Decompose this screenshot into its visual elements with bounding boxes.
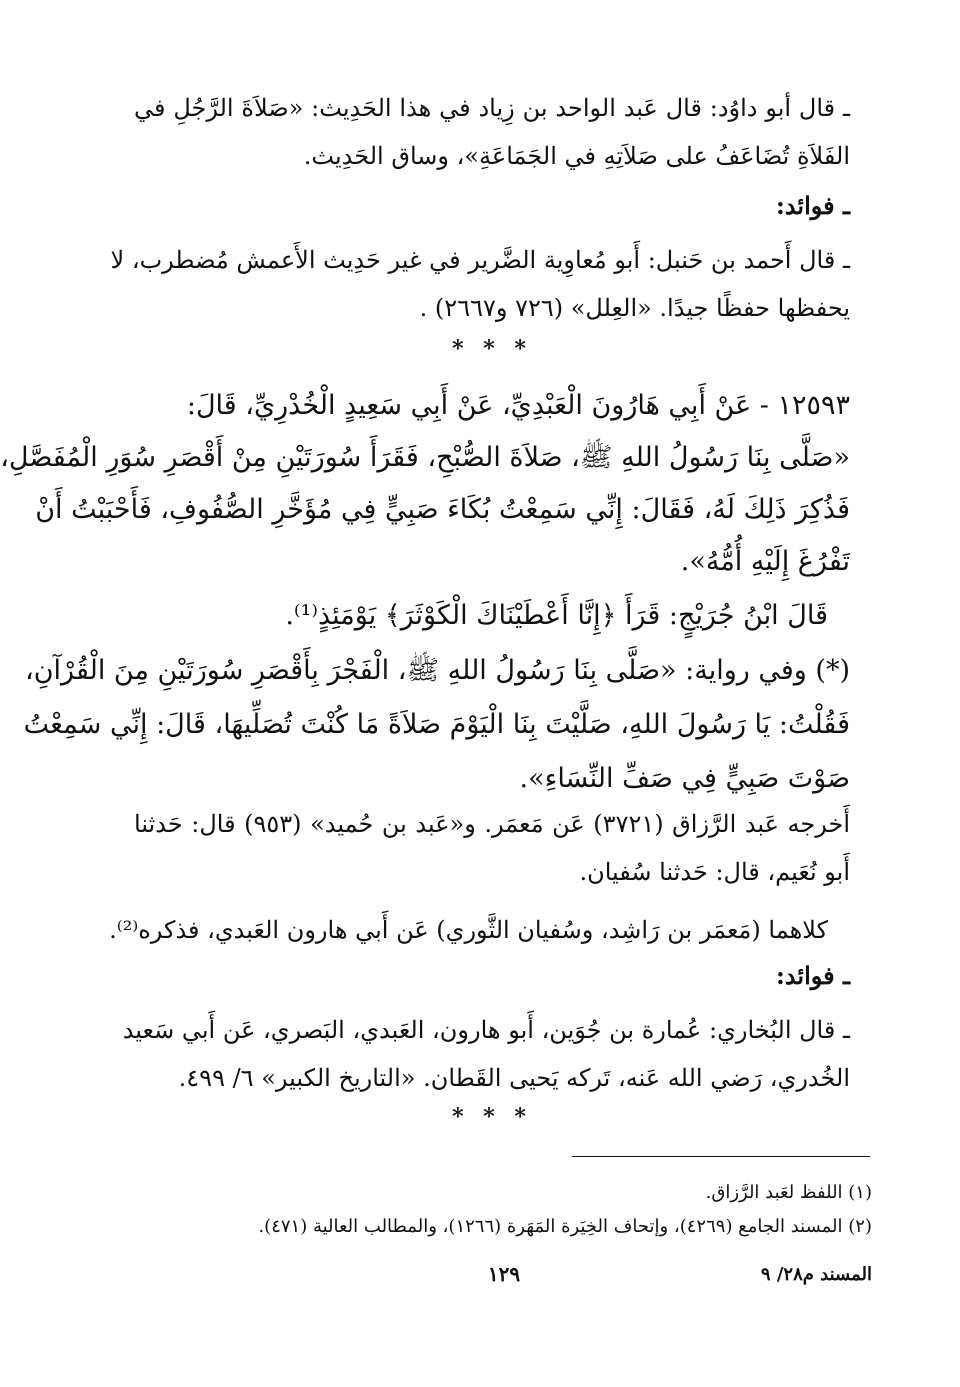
section-separator: * * *	[452, 336, 532, 362]
page-number: ١٢٩	[487, 1262, 521, 1286]
hadith-isnad-line: ١٢٥٩٣ - عَنْ أَبِي هَارُونَ الْعَبْدِيِّ، عَنْ أَبِي سَعِيدٍ الْخُدْرِيِّ، قَالَ:	[186, 390, 850, 421]
footnote-rule	[572, 1156, 870, 1157]
ahmad-note	[110, 236, 850, 332]
text-line: ـ قال أَحمد بن حَنبل: أَبو مُعاوِية الضَّرير في غير حَدِيث الأَعمش مُضطرب، لا	[110, 246, 850, 274]
text-line: الخُدري، رَضي الله عَنه، تَركه يَحيى القَطان. «التاريخ الكبير» ٦/ ٤٩٩.	[178, 1064, 850, 1092]
hadith-matn-line: فَذُكِرَ ذَلِكَ لَهُ، فَقَالَ: إِنِّي سَمِعْتُ بُكَاءَ صَبِيٍّ فِي مُؤَخَّرِ الصُّفُوفِ، فَأَحْبَبْتُ أَنْ	[35, 494, 850, 525]
text-line: الفَلاَةِ تُضَاعَفُ على صَلاَتِهِ في الجَمَاعَةِ»، وساق الحَدِيث.	[303, 142, 850, 170]
riwaya-line: فَقُلْتُ: يَا رَسُولَ اللهِ، صَلَّيْتَ بِنَا الْيَوْمَ صَلاَةً مَا كُنْتَ تُصَلِّيهَا، قَالَ: إِنِّي سَمِعْتُ	[23, 709, 850, 740]
text-line: أَبو نُعَيم، قال: حَدثنا سُفيان.	[579, 858, 850, 886]
text-line: أَخرجه عَبد الرَّزاق (٣٧٢١) عَن مَعمَر. و«عَبد بن حُميد» (٩٥٣) قال: حَدثنا	[134, 810, 851, 838]
signature-mark: المسند م٢٨/ ٩	[760, 1264, 872, 1285]
heading-text: ـ فوائد:	[775, 961, 850, 990]
text-line: ـ قال البُخاري: عُمارة بن جُوَين، أَبو هارون، العَبدي، البَصري، عَن أَبي سَعيد	[122, 1016, 850, 1044]
footnote-1: (١) اللفظ لعَبد الرَّزاق.	[705, 1182, 872, 1203]
riwaya-line: (*) وفي رواية: «صَلَّى بِنَا رَسُولُ اللهِ ﷺ، الْفَجْرَ بِأَقْصَرِ سُورَتَيْنِ مِنَ الْقُرْآنِ،	[25, 655, 850, 686]
heading-text: ـ فوائد:	[775, 191, 850, 220]
text-line: كلاهما (مَعمَر بن رَاشِد، وسُفيان الثَّوري) عَن أَبي هارون العَبدي، فذكره⁽²⁾.	[109, 916, 828, 944]
text-line: يحفظها حفظًا جيدًا. «العِلل» (٧٢٦ و٢٦٦٧) .	[419, 294, 850, 322]
hadith-matn-line: «صَلَّى بِنَا رَسُولُ اللهِ ﷺ، صَلاَةَ الصُّبْحِ، فَقَرَأَ سُورَتَيْنِ مِنْ أَقْصَرِ سُوَرِ الْمُفَصَّلِ،	[0, 442, 850, 473]
ibn-jurayj-line: قَالَ ابْنُ جُرَيْجٍ: قَرَأَ ﴿إِنَّا أَعْطَيْنَاكَ الْكَوْثَرَ﴾ يَوْمَئِذٍ⁽¹⁾.	[285, 600, 828, 631]
bukhari-note	[122, 1006, 850, 1102]
riwaya-line: صَوْتَ صَبِيٍّ فِي صَفِّ النِّسَاءِ».	[519, 763, 850, 794]
fawaid-heading-2	[134, 952, 850, 1000]
section-separator-2: * * *	[452, 1104, 532, 1130]
fawaid-heading	[134, 182, 850, 230]
takhrij-text	[109, 800, 851, 954]
footnote-2: (٢) المسند الجامع (٤٢٦٩)، وإتحاف الخِيَرة المَهَرة (١٢٦٦)، والمطالب العالية (٤٧١).	[258, 1216, 872, 1237]
hadith-matn-line: تَفْرُغَ إِلَيْهِ أُمُّهُ».	[680, 546, 850, 577]
text-line: ـ قال أبو داوُد: قال عَبد الواحد بن زِياد في هذا الحَدِيث: «صَلاَةَ الرَّجُلِ في	[134, 94, 850, 122]
abu-dawud-note	[134, 84, 850, 180]
hadith-text	[0, 380, 850, 806]
